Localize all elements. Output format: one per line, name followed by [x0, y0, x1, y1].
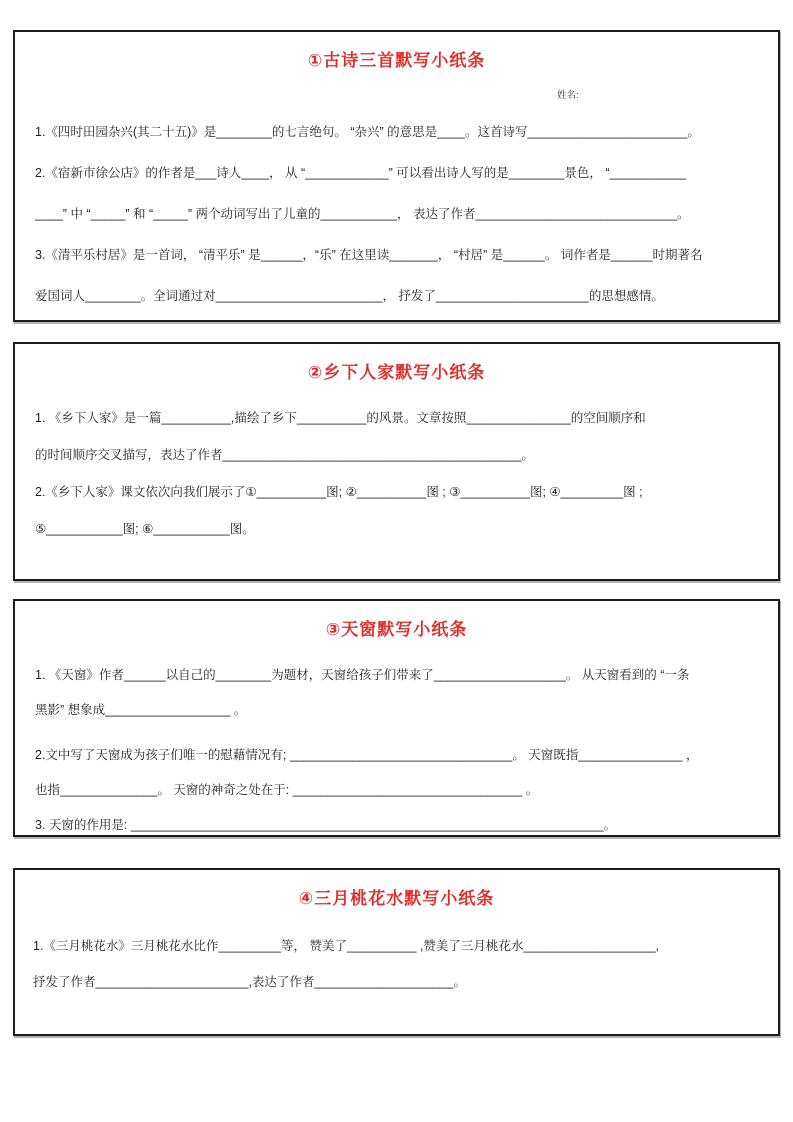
section-box-taohuashui — [13, 868, 780, 1036]
section-box-tianchuang — [13, 599, 780, 837]
question-line: 1. 《天窗》作者______以自己的________为题材，天窗给孩子们带来了___________________。 从天窗看到的 “一条 — [35, 668, 690, 682]
question-line: 黑影” 想象成__________________ 。 — [35, 703, 247, 717]
question-line: 的时间顺序交叉描写，表达了作者___________________________________________。 — [35, 448, 534, 462]
section-title: ③天窗默写小纸条 — [325, 620, 468, 639]
name-label: 姓名: — [557, 90, 579, 101]
question-line: 1.《三月桃花水》三月桃花水比作_________等， 赞美了__________ ,赞美了三月桃花水___________________, — [33, 939, 659, 953]
section-title: ①古诗三首默写小纸条 — [307, 51, 486, 70]
question-line: 2.《宿新市徐公店》的作者是___诗人____， 从 “____________” 可以看出诗人写的是________景色， “___________ — [35, 166, 686, 180]
section-box-gushi — [13, 30, 780, 322]
question-line: 1. 《乡下人家》是一篇__________,描绘了乡下__________的风景。文章按照_______________的空间顺序和 — [35, 411, 646, 425]
section-title: ②乡下人家默写小纸条 — [307, 363, 486, 382]
question-line: 3.《清平乐村居》是一首词， “清平乐” 是______，“乐” 在这里读_______， “村居” 是______。 词作者是______时期著名 — [35, 248, 703, 262]
question-line: 1.《四时田园杂兴(其二十五)》是________的七言绝句。 “杂兴” 的意思是____。这首诗写_______________________。 — [35, 125, 700, 139]
question-line: 也指______________。 天窗的神奇之处在于: _________________________________ 。 — [35, 783, 539, 797]
question-line: ⑤___________图; ⑥___________图。 — [35, 522, 255, 536]
question-line: 抒发了作者______________________,表达了作者____________________。 — [33, 975, 466, 989]
section-box-xiangxia — [13, 342, 780, 581]
question-line: 3. 天窗的作用是: ____________________________________________________________________。 — [35, 818, 617, 832]
section-title: ④三月桃花水默写小纸条 — [298, 889, 495, 908]
question-line: 爱国词人________。全词通过对________________________， 抒发了______________________的思想感情。 — [35, 289, 664, 303]
question-line: ____” 中 “_____” 和 “_____” 两个动词写出了儿童的___________， 表达了作者_____________________________。 — [35, 207, 690, 221]
question-line: 2.文中写了天窗成为孩子们唯一的慰藉情况有; ________________________________。 天窗既指_______________ ， — [35, 748, 699, 762]
question-line: 2.《乡下人家》课文依次向我们展示了①__________图; ②__________图 ; ③__________图; ④_________图 ; — [35, 485, 643, 499]
